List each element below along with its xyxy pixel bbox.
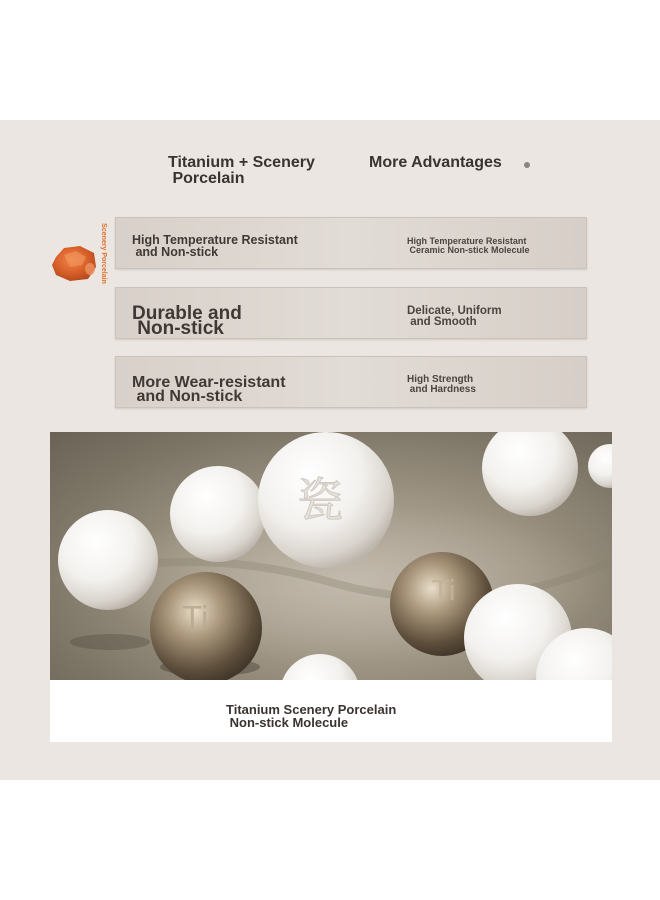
porcelain-ball bbox=[482, 432, 578, 516]
ball-mark-porcelain: 瓷 bbox=[297, 473, 343, 527]
advantage-row bbox=[115, 287, 587, 339]
photo-caption: Titanium Scenery Porcelain Non-stick Molecule bbox=[226, 702, 397, 730]
caption-box bbox=[50, 680, 612, 742]
porcelain-ball bbox=[588, 444, 612, 488]
side-label-text: Scenery Porcelain bbox=[99, 222, 107, 284]
molecule-photo bbox=[50, 432, 612, 680]
ball-mark-titanium: Ti bbox=[431, 574, 457, 607]
heading-advantages: More Advantages bbox=[369, 154, 502, 171]
advantage-feature: More Wear-resistant and Non-stick bbox=[132, 374, 286, 405]
advantage-row bbox=[115, 217, 587, 269]
advantage-detail: Delicate, Uniform and Smooth bbox=[407, 305, 502, 328]
advantage-feature: Durable and Non-stick bbox=[132, 303, 242, 339]
advantage-feature: High Temperature Resistant and Non-stick bbox=[132, 233, 298, 259]
porcelain-ball bbox=[170, 466, 266, 562]
advantage-detail: High Temperature Resistant Ceramic Non-stick Molecule bbox=[407, 236, 530, 255]
porcelain-stone-icon bbox=[50, 243, 98, 283]
advantage-row bbox=[115, 356, 587, 408]
heading-title: Titanium + Scenery Porcelain bbox=[168, 154, 315, 187]
molecule-illustration bbox=[50, 432, 612, 680]
porcelain-ball bbox=[58, 510, 158, 610]
heading-dot bbox=[524, 162, 530, 168]
ball-mark-titanium: Ti bbox=[183, 601, 209, 636]
advantage-detail: High Strength and Hardness bbox=[407, 374, 476, 395]
